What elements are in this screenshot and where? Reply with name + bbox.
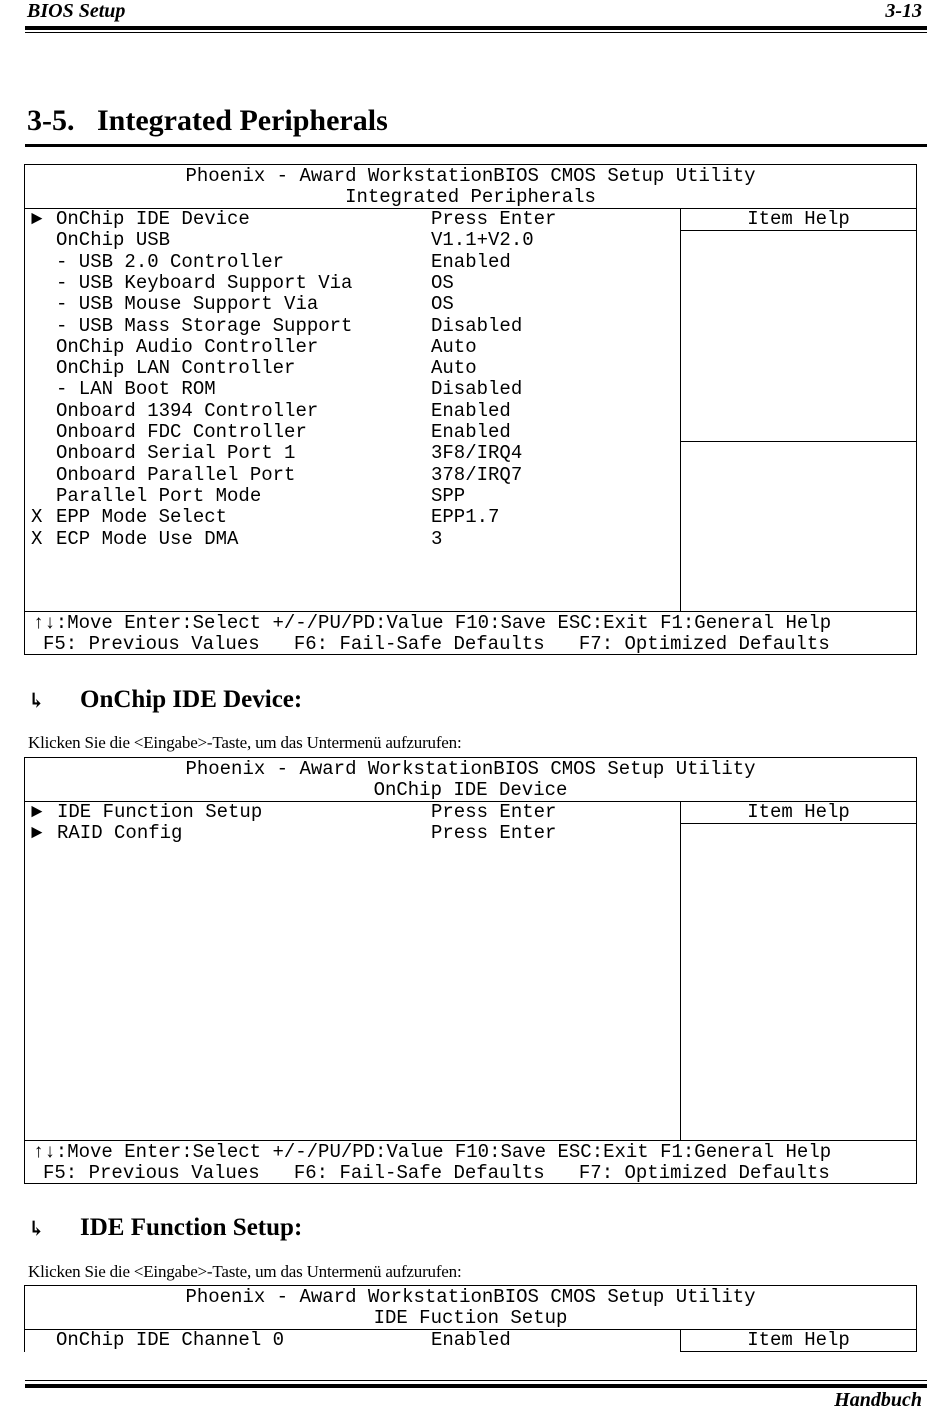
menu-item-label: OnChip IDE Device xyxy=(56,208,250,230)
item-help-panel xyxy=(680,1330,916,1352)
menu-item-label: OnChip IDE Channel 0 xyxy=(56,1329,285,1351)
bios-body xyxy=(25,209,916,611)
footer-rule-thick xyxy=(25,1384,927,1388)
menu-item-label: EPP Mode Select xyxy=(56,506,228,529)
menu-item-label: OnChip USB xyxy=(56,229,171,252)
section-rule xyxy=(25,144,927,147)
bios-title-area xyxy=(25,165,916,209)
footer-keys-line1: ↑↓:Move Enter:Select +/-/PU/PD:Value F10:Save ESC:Exit F1:General Help xyxy=(33,612,832,634)
bios-title-line1: Phoenix - Award WorkstationBIOS CMOS Setup Utility xyxy=(185,758,756,780)
bios-title-line2: OnChip IDE Device xyxy=(373,779,568,801)
disabled-marker: X xyxy=(31,506,43,529)
item-help-panel xyxy=(680,802,916,1140)
menu-item-value[interactable]: Press Enter xyxy=(431,801,557,823)
menu-item-value[interactable]: Auto xyxy=(431,357,477,380)
menu-item-value[interactable]: Enabled xyxy=(431,1329,511,1351)
menu-item-label: IDE Function Setup xyxy=(57,801,263,823)
hand-arrow-icon: ↳ xyxy=(28,690,45,712)
page-header-title: BIOS Setup xyxy=(27,0,126,22)
menu-item-value[interactable]: Enabled xyxy=(431,399,511,422)
bios-title-area xyxy=(25,758,916,802)
bios-body xyxy=(25,802,916,1140)
menu-item-value[interactable]: 378/IRQ7 xyxy=(431,463,523,486)
menu-item-value[interactable]: Press Enter xyxy=(431,822,557,845)
subsection-heading-onchip-ide xyxy=(28,686,302,714)
menu-item-value[interactable]: 3F8/IRQ4 xyxy=(431,442,523,465)
disabled-marker: X xyxy=(31,527,43,550)
section-title: 3-5. Integrated Peripherals xyxy=(27,104,388,137)
menu-item-value[interactable]: Enabled xyxy=(431,250,511,273)
menu-item-label: Onboard FDC Controller xyxy=(56,421,307,443)
menu-item-value[interactable]: 3 xyxy=(431,527,443,550)
bios-title-line1: Phoenix - Award WorkstationBIOS CMOS Setup Utility xyxy=(185,165,756,187)
menu-item-value[interactable]: V1.1+V2.0 xyxy=(431,229,534,252)
bios-title-line1: Phoenix - Award WorkstationBIOS CMOS Setup Utility xyxy=(185,1286,756,1308)
bios-screen-onchip-ide-device xyxy=(24,757,917,1184)
bios-title-area xyxy=(25,1286,916,1330)
page-footer-brand: Handbuch xyxy=(834,1389,922,1411)
menu-item-value[interactable]: Disabled xyxy=(431,378,523,401)
menu-item-value[interactable]: Enabled xyxy=(431,421,511,443)
intro-text: Klicken Sie die <Eingabe>-Taste, um das Untermenü aufzurufen: xyxy=(28,1262,462,1281)
menu-item-value[interactable]: Disabled xyxy=(431,314,523,337)
menu-item-label: - USB Mouse Support Via xyxy=(56,293,319,316)
intro-text: Klicken Sie die <Eingabe>-Taste, um das Untermenü aufzurufen: xyxy=(28,733,462,752)
menu-item-label: Onboard Parallel Port xyxy=(56,463,296,486)
footer-keys-line2: F5: Previous Values F6: Fail-Safe Defaults F7: Optimized Defaults xyxy=(43,1162,830,1184)
menu-item-label: Parallel Port Mode xyxy=(56,484,262,507)
footer-keys-line2: F5: Previous Values F6: Fail-Safe Defaults F7: Optimized Defaults xyxy=(43,633,830,655)
menu-item-value[interactable]: Press Enter xyxy=(431,208,557,230)
item-help-title: Item Help xyxy=(681,802,916,824)
item-help-panel xyxy=(680,209,916,611)
item-help-separator xyxy=(681,441,916,442)
header-rule-thin xyxy=(25,32,927,33)
menu-item-value[interactable]: OS xyxy=(431,293,454,316)
menu-item-label: RAID Config xyxy=(57,822,183,845)
menu-item-label: OnChip LAN Controller xyxy=(56,357,296,380)
subsection-heading-ide-function xyxy=(28,1214,302,1242)
menu-item-label: ECP Mode Use DMA xyxy=(56,527,239,550)
bios-footer xyxy=(25,1140,916,1185)
menu-item-value[interactable]: EPP1.7 xyxy=(431,506,500,529)
menu-item-value[interactable]: Auto xyxy=(431,335,477,358)
menu-item-label: - USB 2.0 Controller xyxy=(56,250,285,273)
bios-title-line2: Integrated Peripherals xyxy=(345,186,596,208)
bios-screen-ide-function-setup xyxy=(24,1285,917,1352)
bios-body xyxy=(25,1330,916,1352)
menu-item-label: Onboard Serial Port 1 xyxy=(56,442,296,465)
bios-title-line2: IDE Fuction Setup xyxy=(373,1307,568,1329)
subsection-heading-text: OnChip IDE Device: xyxy=(80,686,303,713)
menu-item-label: Onboard 1394 Controller xyxy=(56,399,319,422)
subsection-heading-text: IDE Function Setup: xyxy=(80,1214,303,1241)
item-help-title: Item Help xyxy=(747,1329,850,1351)
menu-item-value[interactable]: OS xyxy=(431,271,454,294)
header-rule-thick xyxy=(25,26,927,30)
menu-item-label: - USB Keyboard Support Via xyxy=(56,271,353,294)
footer-rule-thin xyxy=(25,1380,927,1381)
menu-item-label: OnChip Audio Controller xyxy=(56,335,319,358)
page-number: 3-13 xyxy=(885,0,922,22)
menu-item-label: - USB Mass Storage Support xyxy=(56,314,353,337)
menu-item-label: - LAN Boot ROM xyxy=(56,378,216,401)
bios-screen-integrated-peripherals xyxy=(24,164,917,655)
bios-footer xyxy=(25,611,916,656)
footer-keys-line1: ↑↓:Move Enter:Select +/-/PU/PD:Value F10:Save ESC:Exit F1:General Help xyxy=(33,1141,832,1163)
submenu-arrow-icon: ► xyxy=(31,208,43,230)
hand-arrow-icon: ↳ xyxy=(28,1218,45,1240)
menu-item-value[interactable]: SPP xyxy=(431,484,466,507)
item-help-title: Item Help xyxy=(681,209,916,231)
submenu-arrow-icon: ► xyxy=(31,801,43,823)
submenu-arrow-icon: ► xyxy=(31,822,43,845)
